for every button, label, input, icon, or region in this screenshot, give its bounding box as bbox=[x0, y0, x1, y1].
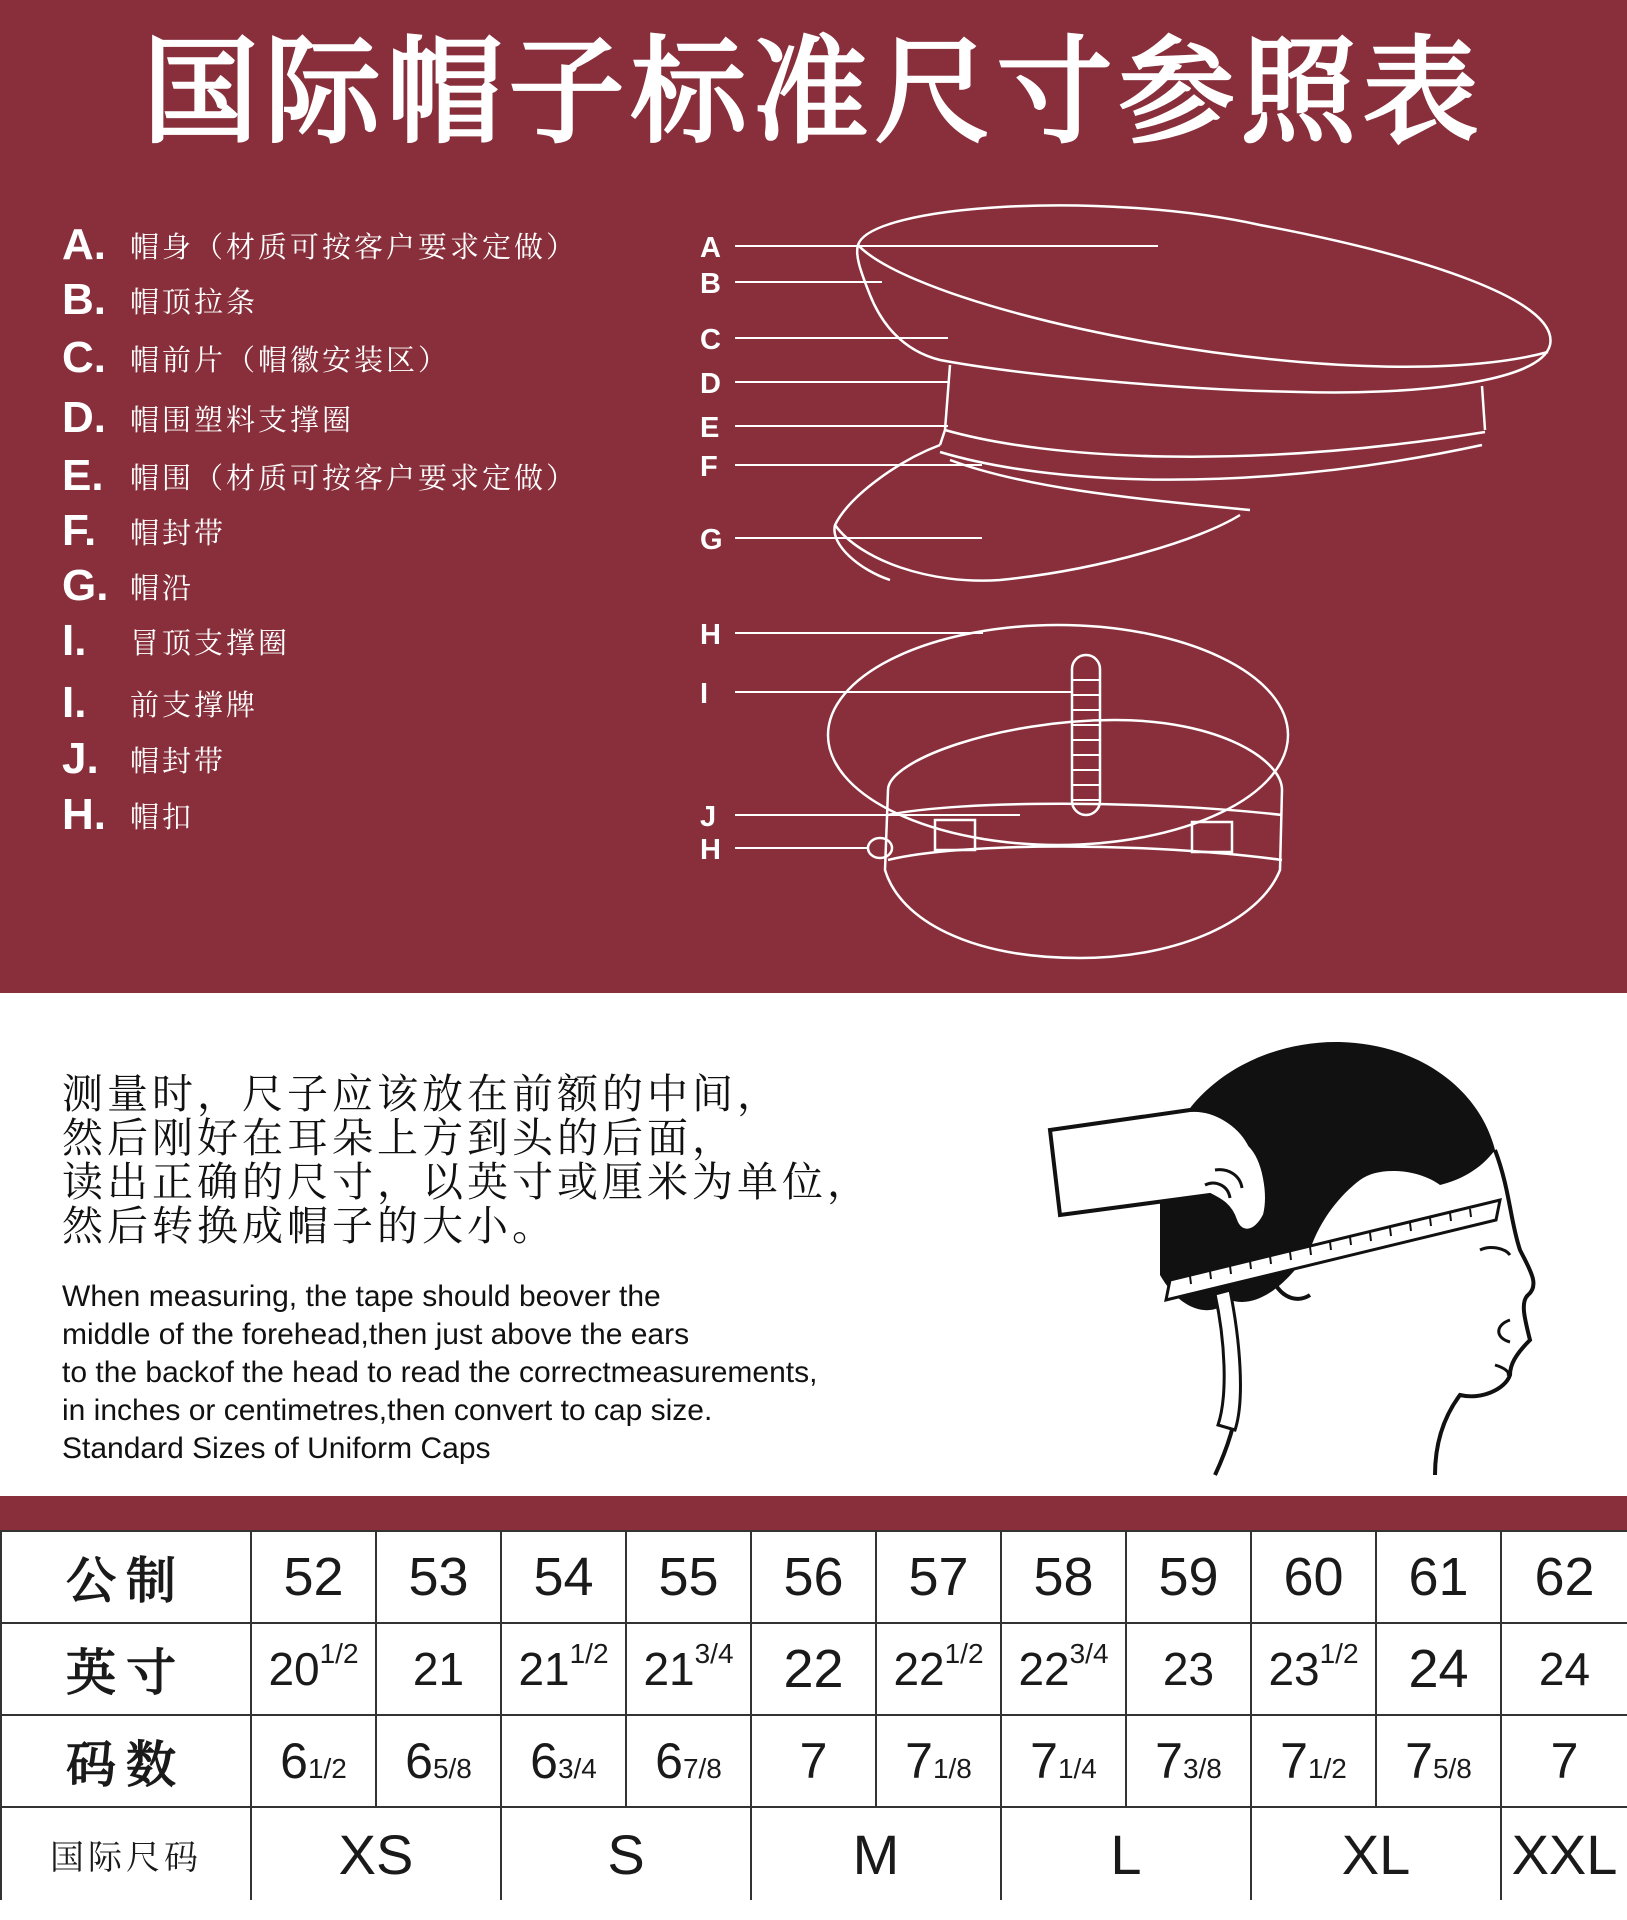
metric-cell: 58 bbox=[1001, 1531, 1126, 1623]
part-letter: D. bbox=[62, 393, 106, 442]
code-fraction: 1/4 bbox=[1057, 1753, 1097, 1784]
diagram-letter: D bbox=[700, 368, 721, 400]
head-measurement-illustration bbox=[1040, 1020, 1580, 1490]
instruction-line: Standard Sizes of Uniform Caps bbox=[62, 1432, 491, 1465]
inch-cell bbox=[751, 1623, 876, 1715]
diagram-letter: I bbox=[700, 678, 709, 710]
code-whole: 6 bbox=[530, 1733, 558, 1789]
part-letter: F. bbox=[62, 506, 97, 555]
intl-size-cell: XL bbox=[1251, 1807, 1501, 1901]
part-description: 冒顶支撑圈 bbox=[130, 625, 291, 660]
metric-cell: 55 bbox=[626, 1531, 751, 1623]
code-fraction: 1/8 bbox=[932, 1753, 972, 1784]
diagram-letter: B bbox=[700, 268, 721, 300]
code-cell bbox=[1126, 1715, 1251, 1807]
part-description: 帽扣 bbox=[130, 799, 195, 834]
metric-cell: 59 bbox=[1126, 1531, 1251, 1623]
part-description: 帽封带 bbox=[130, 515, 227, 550]
diagram-letter: J bbox=[700, 801, 717, 833]
inch-cell bbox=[1126, 1623, 1251, 1715]
code-cell bbox=[1501, 1715, 1627, 1807]
instruction-line: When measuring, the tape should beover the bbox=[62, 1280, 661, 1313]
metric-cell: 60 bbox=[1251, 1531, 1376, 1623]
instruction-line: in inches or centimetres,then convert to cap size. bbox=[62, 1394, 713, 1427]
code-whole: 7 bbox=[1405, 1733, 1433, 1789]
inch-cell bbox=[501, 1623, 626, 1715]
page-title: 国际帽子标准尺寸参照表 bbox=[142, 25, 1485, 160]
inch-whole: 23 bbox=[1162, 1643, 1215, 1695]
inch-whole: 21 bbox=[412, 1643, 465, 1695]
code-whole: 7 bbox=[1550, 1733, 1579, 1789]
inch-fraction: 1/2 bbox=[1319, 1637, 1359, 1669]
inch-cell bbox=[876, 1623, 1001, 1715]
inch-fraction: 1/2 bbox=[944, 1637, 984, 1669]
row-label: 国际尺码 bbox=[1, 1807, 251, 1901]
inch-cell bbox=[1501, 1623, 1627, 1715]
inch-whole: 21 bbox=[518, 1643, 570, 1695]
inch-cell bbox=[1376, 1623, 1501, 1715]
intl-size-cell: L bbox=[1001, 1807, 1251, 1901]
code-whole: 7 bbox=[1280, 1733, 1308, 1789]
code-fraction: 1/2 bbox=[1307, 1753, 1347, 1784]
cap-band-front bbox=[940, 365, 950, 445]
metric-row bbox=[1, 1531, 1627, 1623]
tape-hanging bbox=[1215, 1290, 1240, 1430]
metric-cell: 57 bbox=[876, 1531, 1001, 1623]
metric-cell: 52 bbox=[251, 1531, 376, 1623]
inch-cell bbox=[626, 1623, 751, 1715]
instructions-english bbox=[62, 1278, 817, 1468]
metric-cell: 61 bbox=[1376, 1531, 1501, 1623]
part-letter: I. bbox=[62, 616, 87, 665]
code-fraction: 7/8 bbox=[682, 1753, 722, 1784]
cap-button-left bbox=[868, 838, 892, 858]
part-letter: B. bbox=[62, 275, 106, 324]
instruction-line: to the backof the head to read the correctmeasurements, bbox=[62, 1356, 818, 1389]
part-description: 前支撑牌 bbox=[130, 687, 259, 722]
code-whole: 7 bbox=[1030, 1733, 1058, 1789]
part-description: 帽围塑料支撑圈 bbox=[130, 402, 355, 437]
size-table bbox=[0, 1530, 1627, 1902]
row-label: 公制 bbox=[1, 1531, 251, 1623]
part-letter: I. bbox=[62, 678, 87, 727]
code-cell bbox=[1376, 1715, 1501, 1807]
inch-whole: 22 bbox=[1018, 1643, 1070, 1695]
code-whole: 7 bbox=[1155, 1733, 1183, 1789]
cap-crown-top bbox=[858, 245, 1548, 367]
code-whole: 6 bbox=[405, 1733, 433, 1789]
inch-whole: 24 bbox=[1538, 1643, 1591, 1695]
code-row bbox=[1, 1715, 1627, 1807]
hand-shape bbox=[1050, 1110, 1267, 1231]
code-cell bbox=[876, 1715, 1001, 1807]
code-cell bbox=[251, 1715, 376, 1807]
instruction-line: 读出正确的尺寸，以英寸或厘米为单位， bbox=[62, 1158, 872, 1206]
code-cell bbox=[501, 1715, 626, 1807]
cap-top-band bbox=[888, 804, 1282, 815]
part-description: 帽前片（帽徽安装区） bbox=[130, 342, 451, 377]
part-letter: A. bbox=[62, 220, 106, 269]
metric-cell: 56 bbox=[751, 1531, 876, 1623]
cap-clip-left bbox=[935, 820, 975, 850]
code-cell bbox=[626, 1715, 751, 1807]
row-label: 英寸 bbox=[1, 1623, 251, 1715]
instruction-line: 然后刚好在耳朵上方到头的后面， bbox=[62, 1114, 737, 1162]
code-fraction: 5/8 bbox=[1432, 1753, 1472, 1784]
part-description: 帽身（材质可按客户要求定做） bbox=[130, 229, 579, 264]
inch-whole: 21 bbox=[643, 1643, 695, 1695]
inch-fraction: 3/4 bbox=[694, 1637, 734, 1669]
code-cell bbox=[751, 1715, 876, 1807]
cap-crown-outline bbox=[857, 205, 1550, 392]
instruction-line: 测量时，尺子应该放在前额的中间， bbox=[62, 1070, 782, 1118]
part-description: 帽封带 bbox=[130, 743, 227, 778]
instruction-line: 然后转换成帽子的大小。 bbox=[62, 1202, 557, 1250]
inch-cell bbox=[1001, 1623, 1126, 1715]
diagram-letter: E bbox=[700, 412, 720, 444]
inch-cell bbox=[376, 1623, 501, 1715]
instructions-chinese bbox=[62, 1072, 872, 1248]
part-letter: G. bbox=[62, 561, 109, 610]
code-whole: 7 bbox=[905, 1733, 933, 1789]
part-description: 帽围（材质可按客户要求定做） bbox=[130, 460, 579, 495]
metric-cell: 54 bbox=[501, 1531, 626, 1623]
part-description: 帽顶拉条 bbox=[130, 284, 259, 319]
code-fraction: 3/8 bbox=[1182, 1753, 1222, 1784]
inch-fraction: 1/2 bbox=[569, 1637, 609, 1669]
code-fraction: 5/8 bbox=[432, 1753, 472, 1784]
intl-size-cell: M bbox=[751, 1807, 1001, 1901]
metric-cell: 53 bbox=[376, 1531, 501, 1623]
diagram-letter: G bbox=[700, 524, 723, 556]
row-label: 码数 bbox=[1, 1715, 251, 1807]
inch-row bbox=[1, 1623, 1627, 1715]
inch-whole: 22 bbox=[783, 1639, 844, 1699]
inch-cell bbox=[1251, 1623, 1376, 1715]
inch-fraction: 3/4 bbox=[1069, 1637, 1109, 1669]
inch-whole: 20 bbox=[268, 1643, 320, 1695]
intl-size-row bbox=[1, 1807, 1627, 1901]
code-fraction: 3/4 bbox=[557, 1753, 597, 1784]
inch-cell bbox=[251, 1623, 376, 1715]
part-letter: H. bbox=[62, 790, 106, 839]
part-letter: E. bbox=[62, 451, 104, 500]
bottom-margin bbox=[0, 1900, 1627, 1920]
metric-cell: 62 bbox=[1501, 1531, 1627, 1623]
eye-line bbox=[1480, 1248, 1510, 1255]
cap-clip-right bbox=[1192, 822, 1232, 852]
cap-band-upper bbox=[945, 430, 1485, 457]
diagram-letter: F bbox=[700, 451, 718, 483]
nose-mouth bbox=[1495, 1320, 1510, 1376]
diagram-letter: C bbox=[700, 324, 721, 356]
cap-visor-lower bbox=[835, 515, 1240, 581]
part-letter: C. bbox=[62, 333, 106, 382]
cap-band-lower bbox=[940, 445, 1482, 480]
part-letter: J. bbox=[62, 734, 99, 783]
part-description: 帽沿 bbox=[130, 570, 195, 605]
intl-size-cell: XS bbox=[251, 1807, 501, 1901]
intl-size-cell: XXL bbox=[1501, 1807, 1627, 1901]
inch-whole: 22 bbox=[893, 1643, 945, 1695]
code-whole: 6 bbox=[655, 1733, 683, 1789]
face-outline bbox=[1435, 1150, 1533, 1475]
code-cell bbox=[1251, 1715, 1376, 1807]
inch-whole: 23 bbox=[1268, 1643, 1320, 1695]
cap-visor-edge bbox=[950, 460, 1250, 510]
code-fraction: 1/2 bbox=[307, 1753, 347, 1784]
diagram-letter: H bbox=[700, 834, 721, 866]
diagram-letter: H bbox=[700, 619, 721, 651]
inch-whole: 24 bbox=[1408, 1639, 1469, 1699]
diagram-letter: A bbox=[700, 232, 721, 264]
table-header-band bbox=[0, 1496, 1627, 1530]
code-whole: 6 bbox=[280, 1733, 308, 1789]
intl-size-cell: S bbox=[501, 1807, 751, 1901]
inch-fraction: 1/2 bbox=[319, 1637, 359, 1669]
instruction-line: middle of the forehead,then just above the ears bbox=[62, 1318, 690, 1351]
cap-band-back bbox=[1482, 386, 1485, 430]
code-cell bbox=[1001, 1715, 1126, 1807]
code-whole: 7 bbox=[799, 1733, 828, 1789]
code-cell bbox=[376, 1715, 501, 1807]
